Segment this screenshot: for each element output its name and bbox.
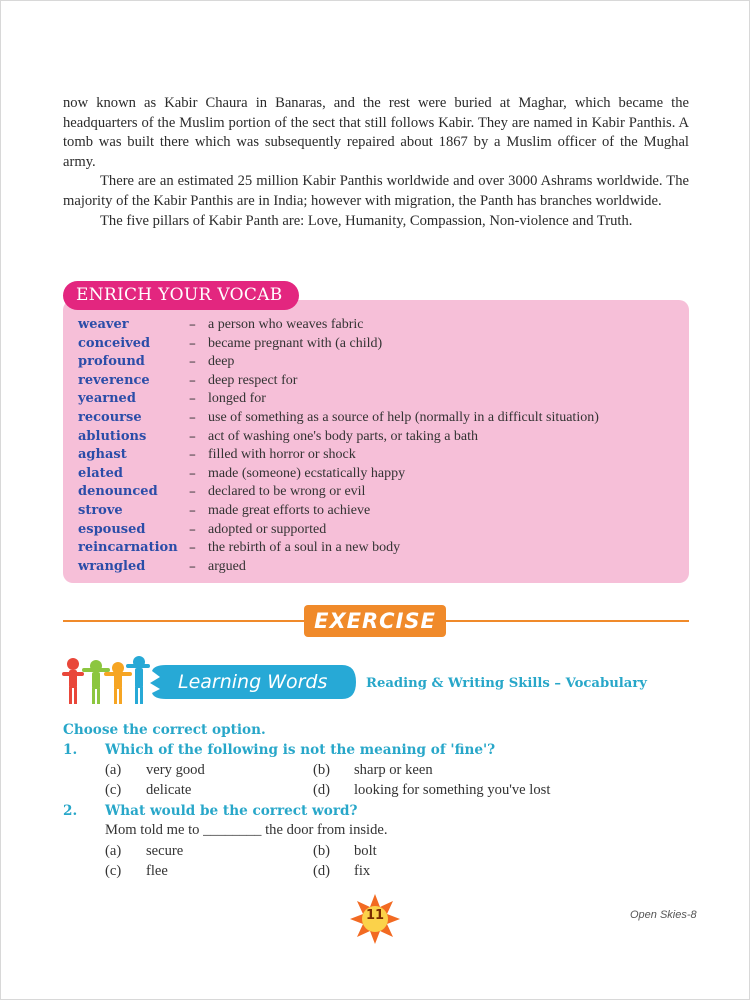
body-text (63, 94, 689, 231)
question-number: 1. (63, 742, 78, 758)
book-title: Open Skies-8 (630, 909, 697, 921)
vocab-dash: – (189, 317, 196, 333)
vocab-word: reverence (78, 372, 150, 388)
vocab-dash: – (189, 372, 196, 389)
vocab-box (63, 300, 689, 583)
vocab-dash: – (189, 540, 196, 557)
vocab-word: reincarnation (78, 540, 178, 556)
vocab-dash: – (189, 502, 196, 519)
question-stem: Mom told me to ________ the door from inside. (105, 822, 388, 838)
vocab-dash: – (189, 484, 196, 501)
section-subtitle: Reading & Writing Skills – Vocabulary (366, 676, 647, 691)
option-letter: (a) (105, 762, 122, 778)
vocab-word: weaver (78, 317, 129, 332)
vocab-definition: became pregnant with (a child) (208, 335, 383, 351)
option-text[interactable]: flee (146, 863, 168, 879)
question-number: 2. (63, 803, 78, 819)
paragraph-2: There are an estimated 25 million Kabir Panthis worldwide and over 3000 Ashrams worldwide. The majority of the Kabir Panthis are in India; however with migration, the Panth has branches worldwide. (63, 173, 689, 209)
vocab-definition: filled with horror or shock (208, 447, 356, 463)
vocab-definition: adopted or supported (208, 521, 327, 537)
option-letter: (c) (105, 863, 122, 879)
option-letter: (b) (313, 843, 331, 859)
vocab-dash: – (189, 558, 196, 575)
vocab-word: aghast (78, 447, 127, 463)
vocab-definition: argued (208, 558, 246, 574)
vocab-word: ablutions (78, 428, 147, 444)
vocab-word: recourse (78, 409, 142, 425)
vocab-definition: longed for (208, 391, 266, 407)
option-letter: (a) (105, 843, 122, 859)
vocab-dash: – (189, 335, 196, 352)
vocab-dash: – (189, 391, 196, 408)
vocab-word: elated (78, 465, 123, 481)
option-letter: (d) (313, 863, 331, 879)
vocab-dash: – (189, 409, 196, 426)
vocab-dash: – (189, 521, 196, 538)
vocab-word: strove (78, 502, 123, 518)
vocab-definition: a person who weaves fabric (208, 317, 364, 332)
vocab-dash: – (189, 428, 196, 445)
vocab-definition: deep respect for (208, 372, 298, 388)
option-letter: (b) (313, 762, 331, 778)
vocab-definition: deep (208, 354, 235, 370)
paragraph-3: The five pillars of Kabir Panth are: Love, Humanity, Compassion, Non-violence and Truth. (100, 212, 633, 229)
option-text[interactable]: very good (146, 762, 205, 778)
option-text[interactable]: bolt (354, 843, 377, 859)
vocab-word: denounced (78, 484, 158, 500)
section-title: Learning Words (178, 671, 328, 693)
vocab-definition: act of washing one's body parts, or taking a bath (208, 428, 479, 444)
vocab-word: espoused (78, 521, 146, 537)
vocab-word: yearned (78, 391, 136, 407)
option-text[interactable]: fix (354, 863, 371, 879)
question-text: Which of the following is not the meaning of 'fine'? (105, 742, 496, 758)
option-letter: (c) (105, 782, 122, 798)
vocab-title: ENRICH YOUR VOCAB (63, 281, 299, 310)
option-text[interactable]: looking for something you've lost (354, 782, 551, 798)
page-number: 11 (365, 908, 385, 923)
vocab-definition: the rebirth of a soul in a new body (208, 540, 401, 556)
vocab-word: profound (78, 354, 145, 370)
vocab-definition: made (someone) ecstatically happy (208, 465, 406, 481)
vocab-dash: – (189, 354, 196, 371)
vocab-definition: declared to be wrong or evil (208, 484, 366, 500)
exercise-label: EXERCISE (304, 605, 446, 637)
children-figures-icon (60, 650, 152, 706)
question-text: What would be the correct word? (105, 803, 358, 819)
option-text[interactable]: secure (146, 843, 184, 859)
paragraph-1: now known as Kabir Chaura in Banaras, and the rest were buried at Maghar, which became the headquarters of the Muslim portion of the sect that still follows Kabir. They are named in Kabir Panthis. A tomb was built there which was subsequently repaired about 1867 by a Muslim officer of the Mughal army. (63, 95, 689, 170)
vocab-word: conceived (78, 335, 151, 351)
option-letter: (d) (313, 782, 331, 798)
instruction: Choose the correct option. (63, 722, 266, 738)
vocab-word: wrangled (78, 558, 146, 574)
vocab-dash: – (189, 465, 196, 482)
vocab-dash: – (189, 447, 196, 464)
option-text[interactable]: delicate (146, 782, 192, 798)
option-text[interactable]: sharp or keen (354, 762, 433, 778)
vocab-definition: use of something as a source of help (normally in a difficult situation) (208, 409, 599, 425)
vocab-definition: made great efforts to achieve (208, 502, 371, 518)
